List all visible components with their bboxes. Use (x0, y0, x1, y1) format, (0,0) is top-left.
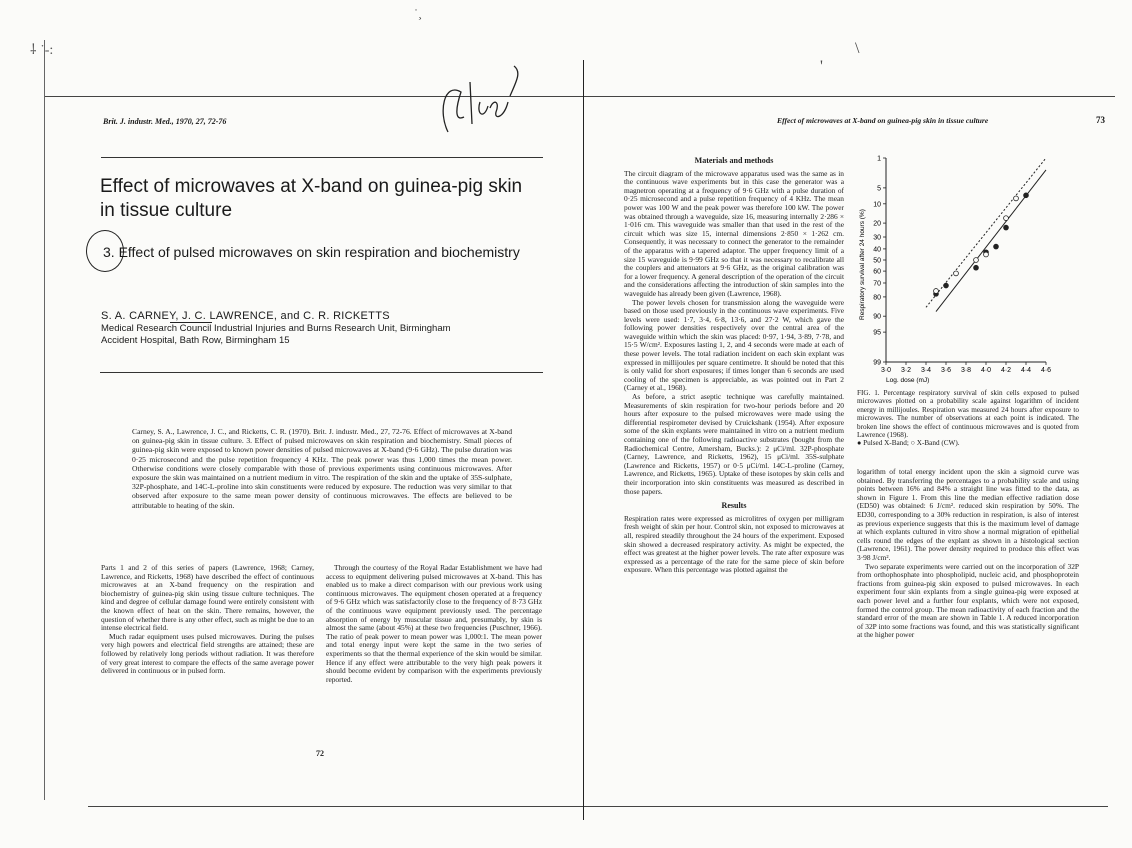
paragraph: Two separate experiments were carried out on the incorporation of 32P from orthophosphate into phospholipid, nucleic acid, and phosphoprotein fractions from guinea-pig skin exposed to pulsed microwaves. In each experiment four skin explants from a single guinea-pig were exposed at each power level and a further four explants, which were not exposed, formed the control group. The mean radioactivity of each fraction and the standard error of the mean are shown in Table 1. A reduced incorporation of 32P into some fractions was found, and this was statistically significant at the higher power (857, 561, 1079, 640)
x-tick-label: 4·6 (1040, 367, 1052, 374)
y-tick-label: 70 (873, 280, 881, 288)
pulsed-data-point (944, 283, 949, 288)
paragraph: Much radar equipment uses pulsed microwaves. During the pulses very high powers and electrical field strengths are attained; these are followed by relatively long periods without radiation. It was therefore of very great interest to compare the effects of the same average power delivered in continuous or in pulsed form. (101, 631, 314, 676)
pulsed-data-point (1004, 225, 1009, 230)
y-tick-label: 40 (873, 246, 881, 254)
y-tick-label: 60 (873, 268, 881, 276)
cw-data-point (974, 258, 979, 263)
y-tick-label: 95 (873, 329, 881, 337)
x-axis-label: Log. dose (mJ) (886, 377, 930, 384)
body-column-1 (101, 564, 314, 676)
paragraph: logarithm of total energy incident upon the skin a sigmoid curve was obtained. By transferring the percentages to a probability scale and using points between 16% and 84% a straight line was fitted to the data, as shown in Figure 1. From this line the median effective radiation dose (ED50) was obtained: 6 J/cm². reduced skin respiration by 50%. The ED30, corresponding to a 30% reduction in respiration, is also of interest as previous experience suggests that this is the maximum level of damage at which explants cultured in vitro show a normal migration of epithelial cells round the edges of the explant as shown in a histological section (Lawrence, 1961). The power density required to produce this effect was 3·98 J/cm². (857, 467, 1079, 562)
figure-1-caption (857, 389, 1079, 448)
x-tick-label: 4·2 (1000, 367, 1012, 374)
x-tick-label: 4·4 (1020, 367, 1032, 374)
scan-artifact: \ (855, 40, 860, 57)
figure-1-chart (850, 150, 1060, 384)
page-number-right: 73 (1096, 115, 1105, 125)
pulsed-data-point (974, 265, 979, 270)
y-tick-label: 20 (873, 220, 881, 228)
y-tick-label: 90 (873, 313, 881, 321)
figure-legend: ● Pulsed X-Band; ○ X-Band (CW). (857, 439, 960, 448)
cw-data-point (954, 271, 959, 276)
x-tick-label: 3·4 (920, 367, 932, 374)
bottom-border (88, 806, 1108, 807)
paragraph: Respiration rates were expressed as microlitres of oxygen per milligram fresh weight of skin per hour. Control skin, not exposed to microwaves at all, respired steadily throughout the 24 hours of the experiment. Exposed skin showed a decreased respiratory activity. As might be expected, the effect was greatest at the higher power levels. The rate after exposure was expressed as a percentage of the rate for the same piece of skin before exposure. When this percentage was plotted against the (624, 513, 844, 575)
y-axis-label: Respiratory survival after 24 hours (%) (859, 209, 866, 320)
scan-artifact: ⸸ ˙-: (30, 43, 54, 58)
y-tick-label: 5 (877, 185, 881, 193)
y-tick-label: 30 (873, 234, 881, 242)
results-heading: Results (721, 501, 747, 511)
cw-data-point (1004, 216, 1009, 221)
pulsed-data-point (994, 244, 999, 249)
x-tick-label: 4·0 (980, 367, 992, 374)
paragraph: Through the courtesy of the Royal Radar Establishment we have had access to equipment delivering pulsed microwaves at X-band. This has enabled us to make a direct comparison with our previous work using continuous microwaves. The equipment chosen operated at a frequency of 9·6 GHz which was satisfactorily close to the frequency of 8·73 GHz of the continuous wave equipment previously used. The percentage absorption of energy by muscular tissue and, presumably, by skin is almost the same (about 45%) at these two frequencies (Puschner, 1966). The ratio of peak power to mean power was 1,000:1. The mean power and total energy input were kept the same in the two series of experiments so that the thermal experience of the skin would be similar. Hence if any effect were attributable to the very high peak powers it should become evident by comparison with the experiments previously reported. (326, 563, 542, 684)
x-tick-label: 3·0 (880, 367, 892, 374)
article-title: Effect of microwaves at X-band on guinea-pig skin in tissue culture (100, 176, 523, 221)
handwritten-note (436, 62, 526, 142)
paragraph: Parts 1 and 2 of this series of papers (Lawrence, 1968; Carney, Lawrence, and Ricketts, 1968) have described the effect of continuous microwaves at an X-band frequency on the respiration and biochemistry of guinea-pig skin using tissue culture techniques. The kind and degree of cellular damage found were entirely consistent with the known effect of heat on the skin. There remains, however, the question of whether there is any other effect, such as might be due to an intense electrical field. (101, 563, 314, 633)
running-head: Effect of microwaves at X-band on guinea-pig skin in tissue culture (777, 116, 989, 125)
column-3 (624, 157, 844, 575)
pulsed-trend-line (936, 170, 1046, 312)
y-tick-label: 80 (873, 294, 881, 302)
x-tick-label: 3·8 (960, 367, 972, 374)
title-rule-top (101, 157, 543, 158)
journal-reference: Brit. J. industr. Med., 1970, 27, 72-76 (103, 117, 227, 126)
left-edge (44, 40, 45, 800)
cw-data-point (1014, 196, 1019, 201)
page-gutter (583, 60, 584, 820)
cw-data-point (984, 252, 989, 257)
x-tick-label: 3·2 (900, 367, 912, 374)
top-border (45, 96, 1115, 97)
y-tick-label: 1 (877, 155, 881, 163)
y-tick-label: 99 (873, 359, 881, 367)
materials-heading: Materials and methods (694, 156, 774, 165)
caption-text: FIG. 1. Percentage respiratory survival of skin cells exposed to pulsed microwaves plotted on a probability scale against logarithm of incident energy in millijoules. Respiration was measured 24 hours after exposure to microwaves. The number of observations at each point is indicated. The broken line shows the effect of continuous microwaves and is quoted from Lawrence (1968). (857, 389, 1079, 440)
column-4 (857, 468, 1079, 640)
authors: S. A. CARNEY, J. C. LAWRENCE, and C. R. RICKETTS (101, 310, 390, 322)
cw-data-point (934, 289, 939, 294)
paragraph: The circuit diagram of the microwave apparatus used was the same as in the continuous wave experiments but in this case the generator was a magnetron operating at a frequency of 9·6 GHz with a pulse duration of 0·25 microsecond and a pulse repetition frequency of 4 KHz. The mean power was 100 W and the peak power was therefore 100 kW. The power was obtained through a waveguide, size 16, measuring internally 2·286 × 1·016 cm. This waveguide was smaller than that used in the rest of the circuit which was size 15, internal dimensions 2·850 × 1·262 cm. Consequently, it was necessary to connect the generator to the remainder of the apparatus with a tapered adaptor. The upper frequency limit of a size 15 waveguide is 9·99 GHz so that it was necessary to recalibrate all the couplers and attenuators at 9·6 GHz, as the original calibration was for a lower frequency. A general description of the operation of the circuit and the considerations affecting the introduction of skin samples into the waveguide has already been given (Lawrence, 1968). (624, 168, 844, 298)
y-tick-label: 50 (873, 257, 881, 265)
title-rule-bottom (100, 372, 543, 373)
article-subtitle: 3. Effect of pulsed microwaves on skin respiration and biochemistry (103, 244, 520, 260)
y-tick-label: 10 (873, 201, 881, 209)
body-column-2 (326, 564, 542, 684)
abstract: Carney, S. A., Lawrence, J. C., and Ricketts, C. R. (1970). Brit. J. industr. Med., 27, 72-76. Effect of microwaves at X-band on guinea-pig skin in tissue culture. 3. Effect of pulsed microwaves on skin respiration and biochemistry. Small pieces of guinea-pig skin were exposed to known power densities of pulsed microwaves at X-band (9·6 GHz). The pulse duration was 0·25 microsecond and the pulse repetition frequency 4 KHz. The peak power was thus 1,000 times the mean power. Otherwise conditions were closely comparable with those of previous experiments using continuous microwaves. After exposure the skin was maintained on a nutrient medium in vitro. The respiration of the skin and the uptake of 35S-sulphate, 32P-phosphate, and 14C-L-proline into skin constituents were reduced by exposure. The reduction was very similar to that observed after exposure to the same mean power density of continuous microwaves. The effects are believed to be attributable to heating of the skin. (132, 427, 512, 510)
paragraph: The power levels chosen for transmission along the waveguide were based on those used previously in the continuous wave experiments. Five levels were used: 1·7, 3·4, 6·8, 13·6, and 27·2 W, which gave the following power densities respectively over the central area of the waveguide within which the skin was placed: 0·97, 1·94, 3·89, 7·78, and 15·5 W/cm². Exposures lasting 1, 2, and 4 seconds were made at each of these power levels. The total radiation incident on each skin explant was expressed in millijoules per square centimetre. It should be noted that this is only valid for short exposures; if times longer than 6 seconds are used cooling of the specimen is appreciable, as was pointed out in Part 2 (Carney et al., 1968). (624, 297, 844, 393)
paragraph: As before, a strict aseptic technique was carefully maintained. Measurements of skin respiration for two-hour periods before and 20 hours after exposure to the pulsed microwaves were made using the differential respirometer devised by Cruickshank (1954). After exposure some of the skin explants were maintained in vitro on a nutrient medium containing one of the following radioactive substrates (bought from the Radiochemical Centre, Amersham, Bucks.): 2 μCi/ml. 32P-phosphate (Carney, Lawrence, and Ricketts, 1962), 15 μCi/ml. 35S-sulphate (Lawrence and Ricketts, 1957) or 0·5 μCi/ml. 14C-L-proline (Carney, Lawrence, and Ricketts, 1965). Uptake of these isotopes by skin cells and their incorporation into skin constituents was measured as described in those papers. (624, 392, 844, 496)
x-tick-label: 3·6 (940, 367, 952, 374)
affiliation-line-1: Medical Research Council Industrial Injuries and Burns Research Unit, Birmingham (101, 323, 451, 334)
pulsed-data-point (1024, 193, 1029, 198)
scan-artifact: ˙¸ (414, 6, 422, 20)
affiliation-line-2: Accident Hospital, Bath Row, Birmingham 15 (101, 335, 290, 346)
scan-artifact: ' (820, 58, 823, 75)
page-number-left: 72 (316, 749, 324, 758)
